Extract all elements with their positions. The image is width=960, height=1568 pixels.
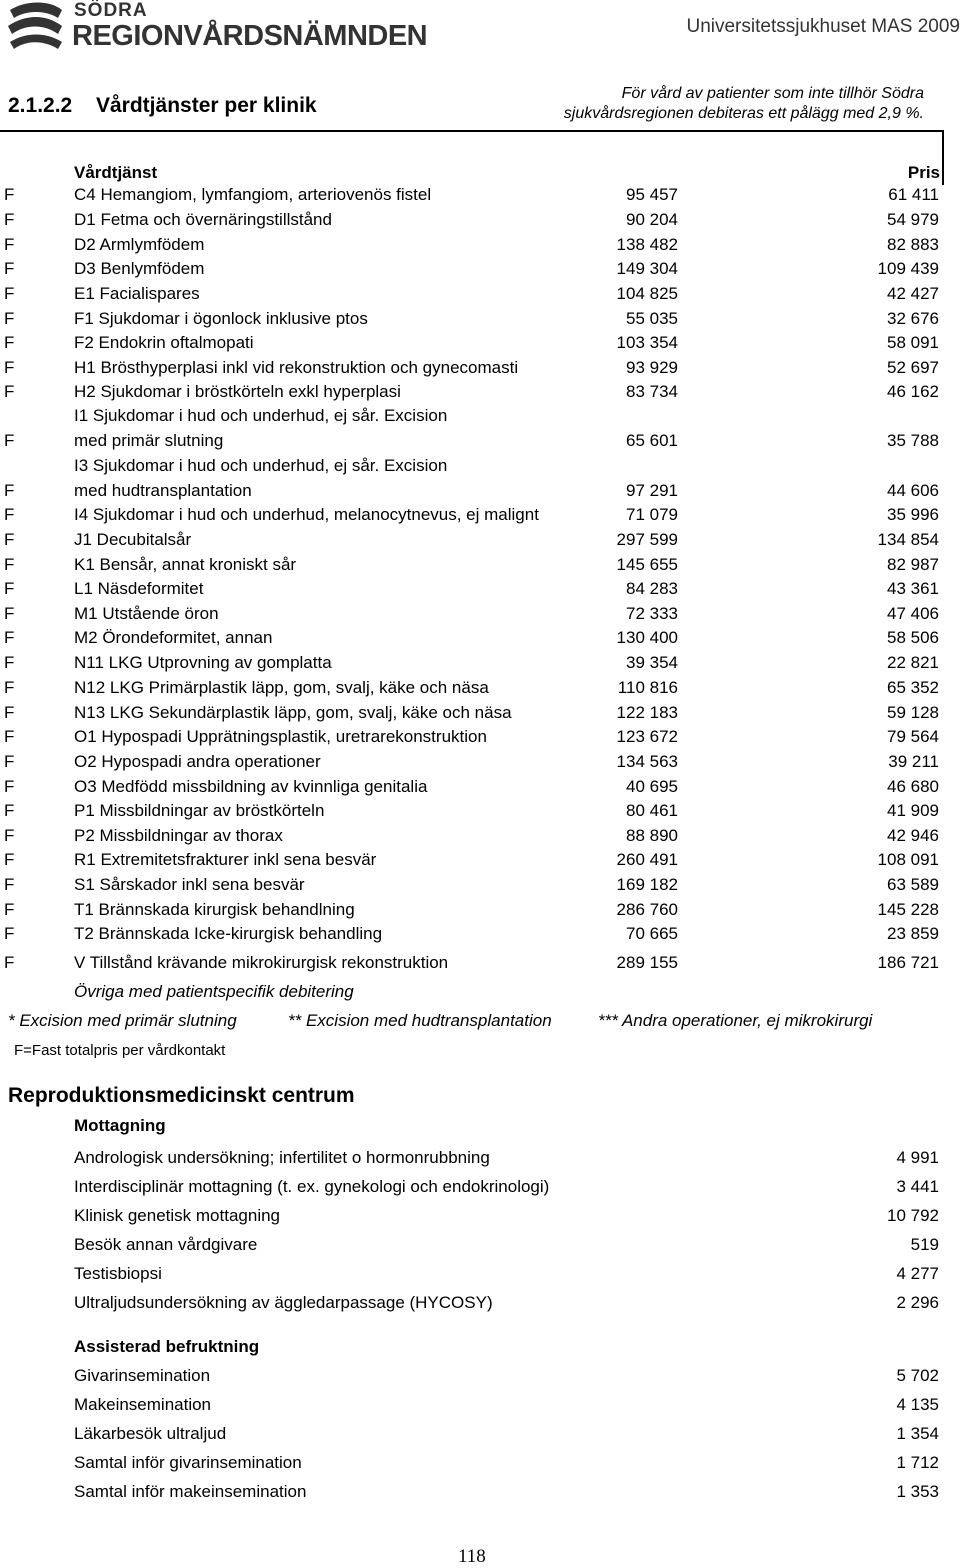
mottagning-title: Mottagning — [74, 1116, 166, 1135]
section-title: Vårdtjänster per klinik — [96, 94, 317, 117]
row-value-1: 84 283 — [626, 579, 678, 598]
row-value-1: 55 035 — [626, 309, 678, 328]
row-price: 32 676 — [887, 309, 939, 328]
row-description: H2 Sjukdomar i bröstkörteln exkl hyperplasi — [74, 382, 401, 401]
list-item-name: Klinisk genetisk mottagning — [74, 1206, 281, 1225]
row-value-1: 110 816 — [617, 678, 678, 697]
row-description-line2: med hudtransplantation — [74, 481, 252, 500]
row-code: F — [4, 604, 15, 623]
row-description: H1 Brösthyperplasi inkl vid rekonstruktion och gynecomasti — [74, 358, 519, 377]
row-value-1: 90 204 — [626, 210, 678, 229]
row-price: 41 909 — [887, 801, 939, 820]
row-code: F — [4, 530, 15, 549]
row-description-line1: I3 Sjukdomar i hud och underhud, ej sår. Excision — [74, 456, 448, 475]
row-value-1: 297 599 — [616, 530, 678, 549]
row-value-1: 80 461 — [626, 801, 678, 820]
list-item-name: Interdisciplinär mottagning (t. ex. gynekologi och endokrinologi) — [74, 1177, 550, 1196]
row-value-1: 83 734 — [626, 382, 678, 401]
row-code: F — [4, 628, 15, 647]
row-description: O2 Hypospadi andra operationer — [74, 752, 321, 771]
row-code: F — [4, 953, 15, 972]
surcharge-note-line2: sjukvårdsregionen debiteras ett pålägg med 2,9 %. — [563, 105, 924, 122]
row-price: 58 091 — [887, 333, 939, 352]
row-code: F — [4, 505, 15, 524]
row-price: 52 697 — [887, 358, 939, 377]
row-price: 82 987 — [887, 555, 939, 574]
row-description: O3 Medfödd missbildning av kvinnliga genitalia — [74, 777, 428, 796]
row-price: 42 427 — [887, 284, 939, 303]
row-price: 134 854 — [877, 530, 939, 549]
row-value-1: 103 354 — [616, 333, 678, 352]
row-code: F — [4, 235, 15, 254]
list-item-name: Ultraljudsundersökning av äggledarpassage (HYCOSY) — [74, 1293, 493, 1312]
row-price: 108 091 — [877, 850, 939, 869]
row-value-1: 130 400 — [616, 628, 678, 647]
row-price: 46 162 — [887, 382, 939, 401]
row-description: C4 Hemangiom, lymfangiom, arteriovenös fistel — [74, 185, 432, 204]
table-top-border — [0, 130, 944, 132]
row-value-1: 289 155 — [616, 953, 678, 972]
row-description: T2 Brännskada Icke-kirurgisk behandling — [74, 924, 383, 943]
list-item-price: 10 792 — [887, 1206, 939, 1225]
row-code: F — [4, 801, 15, 820]
list-item-price: 2 296 — [896, 1293, 939, 1312]
list-item-name: Andrologisk undersökning; infertilitet o hormonrubbning — [74, 1148, 490, 1167]
row-code: F — [4, 555, 15, 574]
row-description: V Tillstånd krävande mikrokirurgisk rekonstruktion — [74, 953, 449, 972]
row-description: D2 Armlymfödem — [74, 235, 205, 254]
row-value-1: 93 929 — [626, 358, 678, 377]
repro-title: Reproduktionsmedicinskt centrum — [8, 1084, 355, 1107]
row-price: 44 606 — [887, 481, 939, 500]
row-price: 59 128 — [887, 703, 939, 722]
row-code: F — [4, 900, 15, 919]
row-description: K1 Bensår, annat kroniskt sår — [74, 555, 297, 574]
row-description: O1 Hypospadi Upprätningsplastik, uretrarekonstruktion — [74, 727, 487, 746]
list-item-name: Givarinsemination — [74, 1366, 211, 1385]
row-description-line2: med primär slutning — [74, 431, 224, 450]
list-item-price: 1 354 — [896, 1424, 939, 1443]
row-description: F2 Endokrin oftalmopati — [74, 333, 254, 352]
row-value-1: 71 079 — [626, 505, 678, 524]
row-code: F — [4, 309, 15, 328]
row-value-1: 123 672 — [616, 727, 678, 746]
row-value-1: 97 291 — [626, 481, 678, 500]
row-value-1: 88 890 — [626, 826, 678, 845]
row-code: F — [4, 481, 15, 500]
row-price: 58 506 — [887, 628, 939, 647]
row-code: F — [4, 185, 15, 204]
row-description: J1 Decubitalsår — [74, 530, 192, 549]
row-code: F — [4, 826, 15, 845]
footnote-3: *** Andra operationer, ej mikrokirurgi — [598, 1011, 873, 1030]
row-description: P2 Missbildningar av thorax — [74, 826, 283, 845]
row-price: 63 589 — [887, 875, 939, 894]
row-description: N12 LKG Primärplastik läpp, gom, svalj, käke och näsa — [74, 678, 489, 697]
row-code: F — [4, 850, 15, 869]
row-description: N11 LKG Utprovning av gomplatta — [74, 653, 332, 672]
row-code: F — [4, 333, 15, 352]
list-item-name: Testisbiopsi — [74, 1264, 162, 1283]
hospital-name: Universitetssjukhuset MAS 2009 — [686, 16, 960, 37]
row-code: F — [4, 579, 15, 598]
row-value-1: 134 563 — [616, 752, 678, 771]
list-item-name: Samtal inför givarinsemination — [74, 1453, 302, 1472]
footnote-2: ** Excision med hudtransplantation — [288, 1011, 552, 1030]
row-price: 186 721 — [877, 953, 939, 972]
row-code: F — [4, 284, 15, 303]
section-number: 2.1.2.2 — [8, 94, 73, 117]
row-description: S1 Sårskador inkl sena besvär — [74, 875, 305, 894]
column-header-service: Vårdtjänst — [74, 163, 158, 182]
row-code: F — [4, 358, 15, 377]
row-value-1: 65 601 — [626, 431, 678, 450]
table-right-border — [942, 130, 944, 185]
row-code: F — [4, 210, 15, 229]
row-code: F — [4, 752, 15, 771]
row-price: 65 352 — [887, 678, 939, 697]
row-value-1: 72 333 — [626, 604, 678, 623]
row-description: M1 Utstående öron — [74, 604, 219, 623]
list-item-name: Läkarbesök ultraljud — [74, 1424, 227, 1443]
list-item-price: 519 — [910, 1235, 939, 1254]
row-value-1: 70 665 — [626, 924, 678, 943]
row-code: F — [4, 653, 15, 672]
logo-main-text: REGIONVÅRDSNÄMNDEN — [72, 20, 428, 52]
list-item-price: 4 991 — [896, 1148, 939, 1167]
row-price: 47 406 — [887, 604, 939, 623]
list-item-price: 1 712 — [896, 1453, 939, 1472]
list-item-price: 3 441 — [896, 1177, 939, 1196]
row-description: R1 Extremitetsfrakturer inkl sena besvär — [74, 850, 377, 869]
list-item-name: Makeinsemination — [74, 1395, 212, 1414]
row-price: 82 883 — [887, 235, 939, 254]
row-description: M2 Örondeformitet, annan — [74, 628, 273, 647]
row-price: 109 439 — [877, 259, 939, 278]
row-code: F — [4, 727, 15, 746]
row-code: F — [4, 703, 15, 722]
row-description: P1 Missbildningar av bröstkörteln — [74, 801, 325, 820]
row-description: L1 Näsdeformitet — [74, 579, 204, 598]
list-item-price: 4 135 — [896, 1395, 939, 1414]
list-item-price: 5 702 — [896, 1366, 939, 1385]
column-header-price: Pris — [907, 163, 940, 182]
row-code: F — [4, 777, 15, 796]
row-code: F — [4, 259, 15, 278]
row-value-1: 39 354 — [626, 653, 678, 672]
list-item-price: 4 277 — [896, 1264, 939, 1283]
row-value-1: 122 183 — [616, 703, 678, 722]
surcharge-note-line1: För vård av patienter som inte tillhör Södra — [621, 85, 924, 102]
footnote-1: * Excision med primär slutning — [8, 1011, 237, 1030]
logo-top-text: SÖDRA — [74, 0, 148, 21]
row-price: 145 228 — [877, 900, 939, 919]
row-price: 42 946 — [887, 826, 939, 845]
row-value-1: 104 825 — [616, 284, 678, 303]
surcharge-note — [564, 84, 924, 124]
sodra-logo-icon — [6, 2, 64, 50]
row-description: I4 Sjukdomar i hud och underhud, melanocytnevus, ej malignt — [74, 505, 539, 524]
list-item-price: 1 353 — [896, 1482, 939, 1501]
row-description-line1: I1 Sjukdomar i hud och underhud, ej sår. Excision — [74, 406, 448, 425]
row-description: F1 Sjukdomar i ögonlock inklusive ptos — [74, 309, 368, 328]
row-price: 35 996 — [887, 505, 939, 524]
row-price: 23 859 — [887, 924, 939, 943]
row-description: D3 Benlymfödem — [74, 259, 205, 278]
row-description: T1 Brännskada kirurgisk behandlning — [74, 900, 355, 919]
row-code: F — [4, 678, 15, 697]
assist-title: Assisterad befruktning — [74, 1337, 260, 1356]
page-number: 118 — [458, 1546, 486, 1567]
row-value-1: 40 695 — [626, 777, 678, 796]
row-value-1: 169 182 — [616, 875, 678, 894]
row-value-1: 95 457 — [626, 185, 678, 204]
legend-note: F=Fast totalpris per vårdkontakt — [14, 1042, 226, 1059]
list-item-name: Besök annan vårdgivare — [74, 1235, 258, 1254]
other-note: Övriga med patientspecifik debitering — [74, 982, 354, 1001]
row-price: 46 680 — [887, 777, 939, 796]
row-code: F — [4, 382, 15, 401]
row-description: D1 Fetma och övernäringstillstånd — [74, 210, 332, 229]
list-item-name: Samtal inför makeinsemination — [74, 1482, 307, 1501]
row-code: F — [4, 431, 15, 450]
row-price: 35 788 — [887, 431, 939, 450]
row-price: 43 361 — [887, 579, 939, 598]
row-value-1: 149 304 — [616, 259, 678, 278]
row-price: 54 979 — [887, 210, 939, 229]
row-code: F — [4, 924, 15, 943]
row-value-1: 260 491 — [616, 850, 678, 869]
row-price: 22 821 — [887, 653, 939, 672]
row-price: 61 411 — [888, 185, 939, 204]
row-code: F — [4, 875, 15, 894]
row-description: E1 Facialispares — [74, 284, 200, 303]
row-value-1: 145 655 — [616, 555, 678, 574]
row-description: N13 LKG Sekundärplastik läpp, gom, svalj, käke och näsa — [74, 703, 512, 722]
row-price: 79 564 — [887, 727, 939, 746]
row-value-1: 138 482 — [616, 235, 678, 254]
row-price: 39 211 — [888, 752, 939, 771]
row-value-1: 286 760 — [616, 900, 678, 919]
